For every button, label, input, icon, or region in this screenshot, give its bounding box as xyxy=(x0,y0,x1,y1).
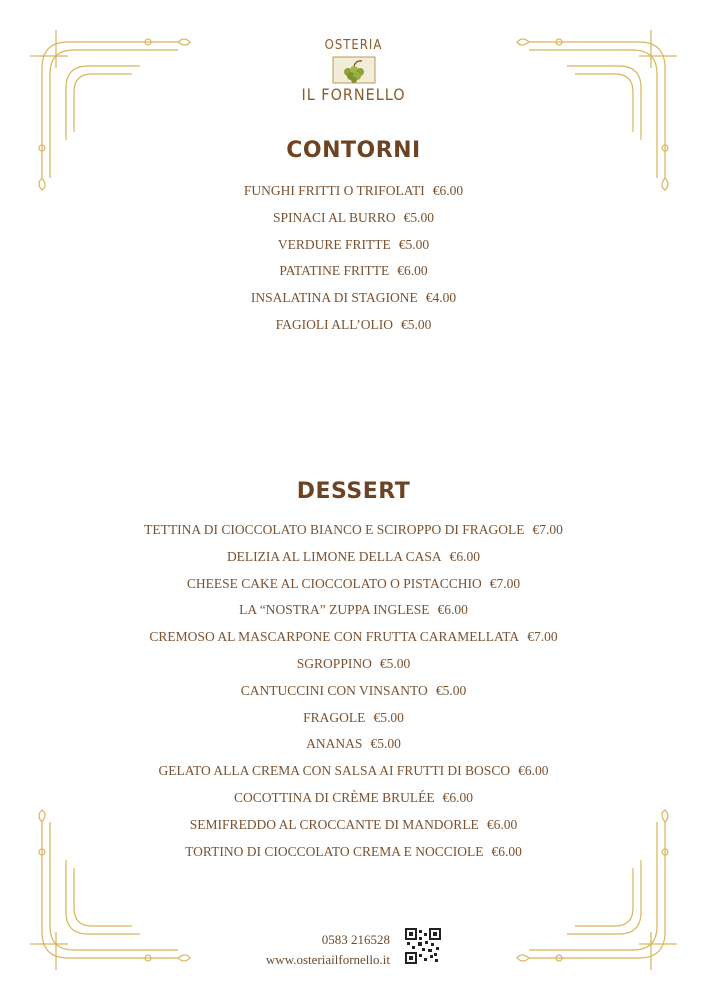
menu-item-name: COCOTTINA DI CRÈME BRULÉE xyxy=(234,789,435,805)
menu-item xyxy=(0,178,707,205)
menu-item xyxy=(0,812,707,839)
menu-item-price: €6.00 xyxy=(432,183,464,198)
menu-item-name: ANANAS xyxy=(306,736,363,752)
menu-item-name: VERDURE FRITTE xyxy=(277,236,391,252)
menu-item-price: €7.00 xyxy=(489,575,521,591)
dessert-title: DESSERT xyxy=(296,479,411,504)
menu-item-price: €7.00 xyxy=(527,629,558,645)
menu-item-price: €6.00 xyxy=(437,602,468,618)
menu-item-price: €4.00 xyxy=(425,290,457,306)
menu-item-price: €5.00 xyxy=(403,209,434,225)
menu-item xyxy=(0,731,707,758)
menu-item-name: FUNGHI FRITTI O TRIFOLATI xyxy=(243,183,425,198)
contact-info xyxy=(244,930,390,970)
menu-item-name: CHEESE CAKE AL CIOCCOLATO O PISTACCHIO xyxy=(186,575,482,591)
menu-item-price: €6.00 xyxy=(397,263,428,279)
menu-item-name: CANTUCCINI CON VINSANTO xyxy=(240,682,428,698)
menu-item-price: €6.00 xyxy=(442,789,473,805)
menu-item xyxy=(0,205,707,232)
menu-item-price: €6.00 xyxy=(518,763,549,779)
menu-item-name: SGROPPINO xyxy=(296,655,372,671)
menu-item-name: GELATO ALLA CREMA CON SALSA AI FRUTTI DI BOSCO xyxy=(158,763,511,779)
menu-item-price: €7.00 xyxy=(532,522,563,537)
menu-item-name: SEMIFREDDO AL CROCCANTE DI MANDORLE xyxy=(189,816,479,832)
menu-item xyxy=(0,758,707,785)
menu-item-price: €5.00 xyxy=(373,709,404,725)
restaurant-logo xyxy=(0,38,707,104)
menu-item-price: €5.00 xyxy=(398,236,430,252)
logo-top-text: OSTERIA xyxy=(324,38,383,53)
menu-item-price: €5.00 xyxy=(370,736,401,752)
menu-item-price: €6.00 xyxy=(486,816,518,832)
menu-item xyxy=(0,544,707,571)
menu-item-price: €5.00 xyxy=(435,682,467,698)
qr-code-icon[interactable] xyxy=(405,928,441,964)
menu-item-name: LA “NOSTRA” ZUPPA INGLESE xyxy=(239,602,430,618)
contorni-title: CONTORNI xyxy=(286,138,421,163)
menu-item-name: TORTINO DI CIOCCOLATO CREMA E NOCCIOLE xyxy=(185,843,484,859)
menu-item xyxy=(0,678,707,705)
menu-item xyxy=(0,285,707,312)
menu-item xyxy=(0,651,707,678)
menu-item-name: PATATINE FRITTE xyxy=(279,263,390,279)
menu-item-name: DELIZIA AL LIMONE DELLA CASA xyxy=(226,548,442,564)
menu-item xyxy=(0,571,707,598)
menu-item xyxy=(0,785,707,812)
phone-number: 0583 216528 xyxy=(321,932,390,947)
dessert-list xyxy=(0,517,707,865)
menu-item-name: SPINACI AL BURRO xyxy=(273,209,396,225)
menu-item-name: FRAGOLE xyxy=(303,709,366,725)
menu-item-price: €6.00 xyxy=(449,548,481,564)
menu-item xyxy=(0,312,707,339)
menu-item-name: FAGIOLI ALL’OLIO xyxy=(275,316,393,332)
menu-item xyxy=(0,517,707,544)
menu-item-name: INSALATINA DI STAGIONE xyxy=(250,290,418,306)
menu-item xyxy=(0,624,707,651)
logo-bottom-text: IL FORNELLO xyxy=(301,85,406,104)
menu-item-name: CREMOSO AL MASCARPONE CON FRUTTA CARAMELLATA xyxy=(149,629,520,645)
menu-item xyxy=(0,232,707,259)
menu-item-price: €5.00 xyxy=(401,316,432,332)
website-link[interactable]: www.osteriailfornello.it xyxy=(265,952,390,967)
menu-item xyxy=(0,597,707,624)
menu-item-name: TETTINA DI CIOCCOLATO BIANCO E SCIROPPO DI FRAGOLE xyxy=(144,522,525,537)
menu-item xyxy=(0,258,707,285)
contorni-list xyxy=(0,178,707,339)
menu-item xyxy=(0,839,707,866)
grapes-logo-icon xyxy=(332,56,376,84)
menu-item-price: €6.00 xyxy=(491,843,522,859)
menu-item-price: €5.00 xyxy=(379,655,411,671)
menu-item xyxy=(0,705,707,732)
